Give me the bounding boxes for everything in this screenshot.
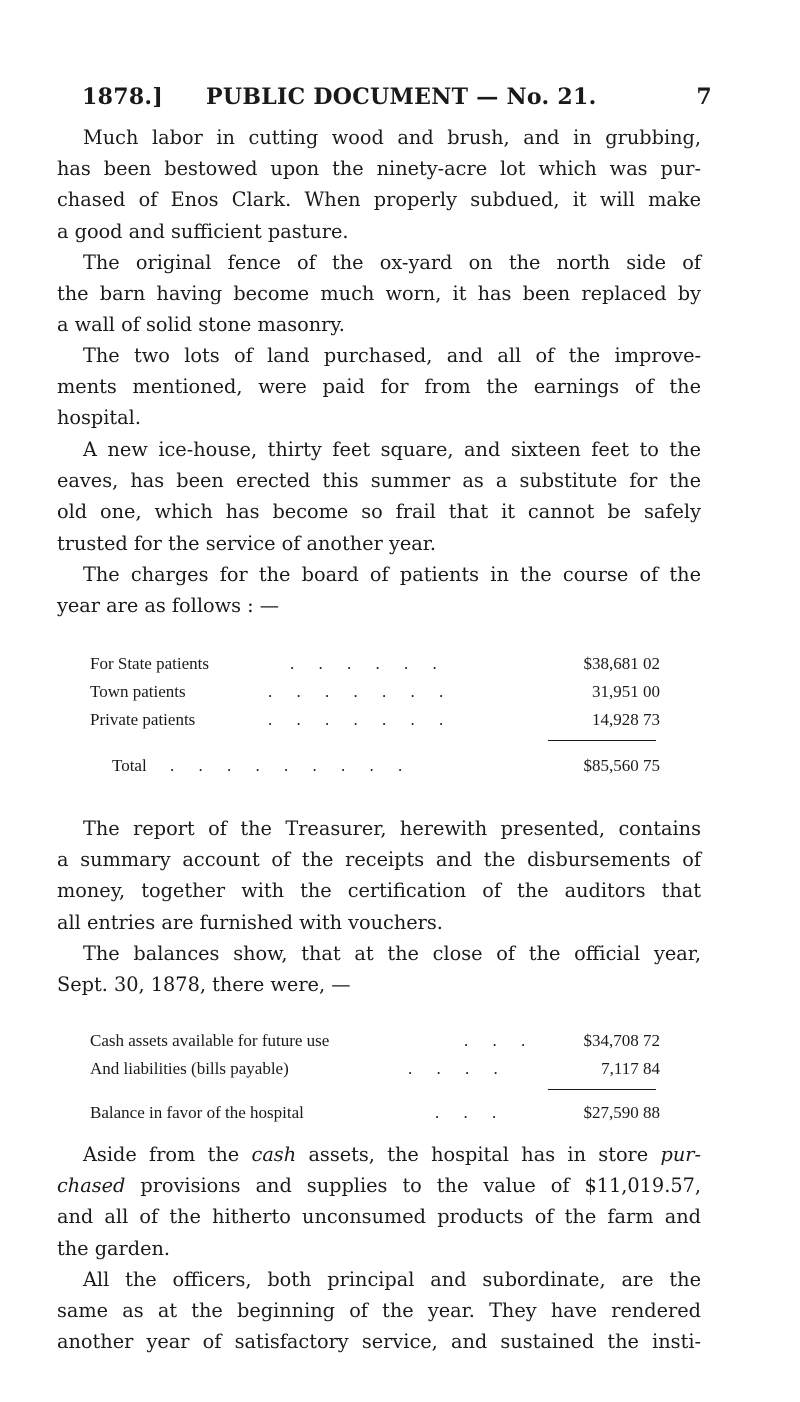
paragraph-treasurer-report: [57, 813, 701, 938]
text-line: trusted for the service of another year.: [57, 531, 436, 555]
text-line: a summary account of the receipts and the disbursements of: [57, 848, 701, 872]
total-row: [90, 1103, 660, 1127]
table-row: [90, 682, 660, 706]
header-year: 1878.]: [82, 84, 164, 110]
text-line: a good and sufficient pasture.: [57, 219, 349, 243]
text-line: A new ice-house, thirty feet square, and sixteen feet to the: [83, 438, 701, 461]
text-line: Much labor in cutting wood and brush, and in grubbing,: [83, 126, 701, 149]
running-header: [82, 84, 712, 120]
leader-dots: . . .: [435, 1103, 507, 1122]
table-row: [90, 1031, 660, 1055]
sum-rule: [548, 740, 656, 741]
leader-dots: . . . . . . .: [268, 682, 454, 701]
page-number: 7: [696, 84, 712, 110]
table-row: [90, 710, 660, 734]
text-line: old one, which has become so frail that it cannot be safely: [57, 500, 701, 524]
text-line: another year of satisfactory service, and sustained the insti-: [57, 1330, 701, 1354]
row-amount: $34,708 72: [583, 1031, 660, 1050]
text-line: a wall of solid stone masonry.: [57, 313, 345, 337]
leader-dots: . . . . . .: [290, 654, 447, 673]
row-amount: $38,681 02: [583, 654, 660, 673]
text-line: The two lots of land purchased, and all of the improve-: [83, 344, 701, 367]
total-row: [90, 756, 660, 780]
text-line: year are as follows : —: [57, 594, 280, 618]
text-line: The charges for the board of patients in the course of the: [83, 563, 701, 586]
paragraph-stores: [57, 1139, 701, 1264]
text-line: The original fence of the ox-yard on the north side of: [83, 251, 701, 274]
paragraph-ice-house: [57, 434, 701, 559]
row-label: Cash assets available for future use: [90, 1031, 330, 1050]
total-amount: $27,590 88: [583, 1103, 660, 1122]
text-line: eaves, has been erected this summer as a substitute for the: [57, 469, 701, 493]
row-amount: 14,928 73: [592, 710, 660, 729]
text-run: Aside from the: [83, 1143, 252, 1166]
text-line: hospital.: [57, 406, 141, 430]
row-label: Town patients: [90, 682, 186, 701]
emphasis-cash: cash: [251, 1143, 297, 1166]
text-line: the garden.: [57, 1236, 171, 1260]
leader-dots: . . . .: [408, 1059, 508, 1078]
row-label: And liabilities (bills payable): [90, 1059, 289, 1078]
text-line: and all of the hitherto unconsumed products of the farm and: [57, 1205, 701, 1229]
row-label: For State patients: [90, 654, 209, 673]
row-label: Private patients: [90, 710, 196, 729]
table-row: [90, 654, 660, 678]
text-line: the barn having become much worn, it has been replaced by: [57, 282, 701, 306]
table-row: [90, 1059, 660, 1083]
total-amount: $85,560 75: [583, 756, 660, 775]
text-line: Sept. 30, 1878, there were, —: [57, 973, 351, 997]
leader-dots: . . . . . . . . .: [170, 756, 413, 775]
board-charges-table: [90, 654, 660, 774]
text-run: assets, the hospital has in store: [296, 1143, 661, 1166]
leader-dots: . . . . . . .: [268, 710, 454, 729]
text-line: all entries are furnished with vouchers.: [57, 910, 443, 934]
total-label: Balance in favor of the hospital: [90, 1103, 304, 1122]
header-title: PUBLIC DOCUMENT — No. 21.: [206, 84, 597, 110]
text-line: ments mentioned, were paid for from the earnings of the: [57, 375, 701, 399]
text-run: provisions and supplies to the value of $11,019.57,: [125, 1174, 701, 1198]
balances-table: [90, 1031, 660, 1131]
text-line: chased of Enos Clark. When properly subdued, it will make: [57, 188, 701, 212]
paragraph-officers: [57, 1264, 701, 1358]
paragraph-ox-yard: [57, 247, 701, 341]
text-line: [57, 1139, 701, 1170]
leader-dots: . . .: [464, 1031, 536, 1050]
paragraph-land-lots: [57, 340, 701, 434]
text-line: same as at the beginning of the year. They have rendered: [57, 1299, 701, 1323]
text-line: [57, 1170, 701, 1201]
emphasis-purchased: pur-: [660, 1143, 701, 1166]
paragraph-balances-intro: [57, 938, 701, 1000]
total-label: Total: [112, 756, 147, 775]
row-amount: 7,117 84: [601, 1059, 660, 1078]
text-line: The balances show, that at the close of the official year,: [83, 942, 701, 965]
text-line: The report of the Treasurer, herewith presented, contains: [83, 817, 701, 840]
text-line: All the officers, both principal and subordinate, are the: [83, 1268, 701, 1291]
emphasis-purchased: chased: [57, 1174, 126, 1198]
text-line: has been bestowed upon the ninety-acre lot which was pur-: [57, 157, 701, 181]
sum-rule: [548, 1089, 656, 1090]
text-line: money, together with the certification of the auditors that: [57, 879, 701, 903]
paragraph-grubbing: [57, 122, 701, 247]
row-amount: 31,951 00: [592, 682, 660, 701]
paragraph-board-charges-intro: [57, 559, 701, 621]
